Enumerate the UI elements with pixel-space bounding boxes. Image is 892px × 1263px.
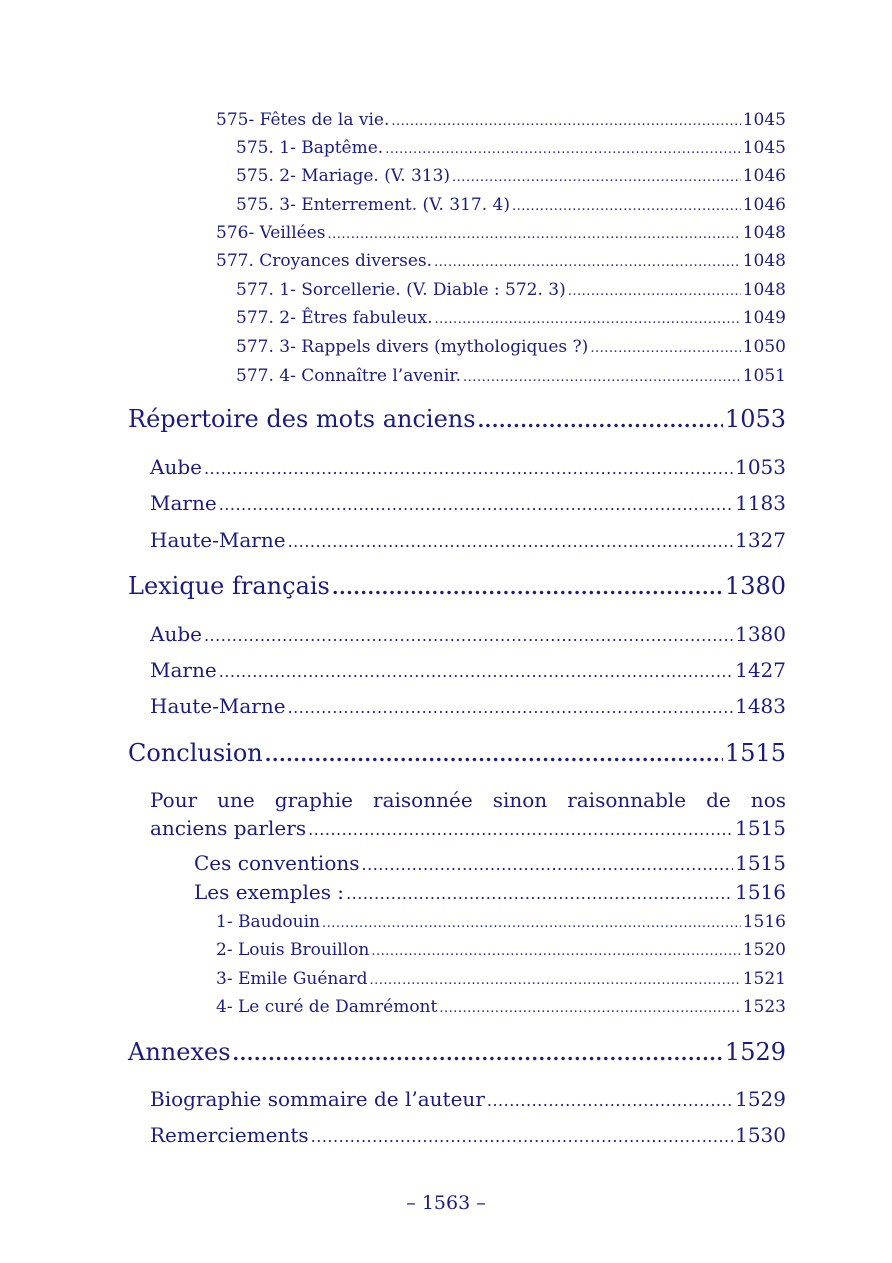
toc-entry-label: 576- Veillées (216, 223, 326, 243)
toc-entry (194, 849, 786, 877)
dot-leader (308, 816, 733, 844)
toc-entry-label: 577. 4- Connaître l’avenir. (236, 366, 462, 386)
toc-entry-page: 1050 (742, 337, 786, 357)
toc-entry-label: 575. 3- Enterrement. (V. 317. 4) (236, 195, 511, 215)
dot-leader (512, 195, 741, 219)
toc-entry (150, 489, 786, 517)
toc-entry-label: 575. 1- Baptême. (236, 138, 384, 158)
toc-entry-label: Marne (150, 491, 217, 515)
toc-entry (236, 164, 786, 188)
toc-entry-label: 577. 3- Rappels divers (mythologiques ?) (236, 337, 589, 357)
dot-leader (434, 308, 740, 332)
toc-entry-page: 1183 (735, 491, 786, 515)
toc-entry (150, 692, 786, 720)
toc-entry-label: Haute-Marne (150, 694, 286, 718)
dot-leader (391, 110, 740, 134)
dot-leader (219, 491, 733, 519)
toc-entry (236, 306, 786, 330)
dot-leader (288, 694, 734, 722)
toc-entry (216, 108, 786, 132)
dot-leader (370, 969, 741, 993)
dot-leader (568, 280, 741, 304)
toc-entry (150, 656, 786, 684)
toc-entry (216, 221, 786, 245)
toc-entry-label: 575. 2- Mariage. (V. 313) (236, 166, 451, 186)
toc-entry-label: 2- Louis Brouillon (216, 940, 370, 960)
dot-leader (478, 405, 723, 437)
dot-leader (219, 658, 733, 686)
toc-entry (236, 335, 786, 359)
toc-entry-page: 1051 (742, 366, 786, 386)
toc-entry-page: 1530 (735, 1123, 786, 1147)
toc-entry-page: 1515 (724, 739, 786, 767)
toc-entry-label: Aube (150, 455, 202, 479)
toc-entry-label: 577. 2- Êtres fabuleux. (236, 308, 433, 328)
toc-entry-label: Les exemples : (194, 880, 345, 904)
dot-leader (463, 366, 741, 390)
toc-entry-label: Ces conventions (194, 851, 360, 875)
toc-entry-label: Aube (150, 622, 202, 646)
toc-entry-page: 1529 (735, 1087, 786, 1111)
toc-entry (150, 453, 786, 481)
dot-leader (265, 739, 723, 771)
toc-entry-page: 1053 (735, 455, 786, 479)
dot-leader (371, 940, 740, 964)
page-number-footer: – 1563 – (406, 1192, 486, 1214)
dot-leader (328, 223, 741, 247)
toc-entry (236, 193, 786, 217)
toc-entry-page: 1529 (724, 1038, 786, 1066)
dot-leader (204, 622, 733, 650)
dot-leader (362, 851, 734, 879)
toc-entry-label: 575- Fêtes de la vie. (216, 110, 390, 130)
toc-entry-label: Lexique français (128, 572, 330, 600)
dot-leader (385, 138, 741, 162)
toc-entry-label: 4- Le curé de Damrémont (216, 997, 438, 1017)
dot-leader (487, 1087, 733, 1115)
dot-leader (233, 1038, 723, 1070)
dot-leader (590, 337, 740, 361)
toc-section-heading (128, 570, 786, 602)
dot-leader (439, 997, 740, 1021)
dot-leader (322, 912, 741, 936)
toc-entry (150, 1085, 786, 1113)
toc-entry-label: Répertoire des mots anciens (128, 405, 476, 433)
toc-entry-page: 1053 (724, 405, 786, 433)
toc-section-heading (128, 1036, 786, 1068)
conclusion-intro-line: Pour une graphie raisonnée sinon raisonnable de nos (150, 788, 786, 812)
toc-entry-page: 1048 (742, 223, 786, 243)
toc-entry (150, 620, 786, 648)
toc-entry-page: 1327 (735, 528, 786, 552)
toc-entry-page: 1515 (735, 816, 786, 840)
toc-entry-page: 1380 (735, 622, 786, 646)
toc-entry-page: 1516 (735, 880, 786, 904)
toc-entry (216, 995, 786, 1019)
dot-leader (452, 166, 741, 190)
dot-leader (434, 251, 741, 275)
toc-entry-page: 1048 (742, 280, 786, 300)
toc-entry (150, 814, 786, 842)
toc-entry-label: anciens parlers (150, 816, 307, 840)
toc-entry-page: 1483 (735, 694, 786, 718)
toc-entry-page: 1523 (742, 997, 786, 1017)
toc-entry-page: 1380 (724, 572, 786, 600)
toc-entry (236, 136, 786, 160)
dot-leader (346, 880, 733, 908)
toc-entry-page: 1046 (742, 166, 786, 186)
toc-section-heading (128, 403, 786, 435)
toc-entry-page: 1515 (735, 851, 786, 875)
toc-entry-label: Remerciements (150, 1123, 309, 1147)
toc-entry-label: Biographie sommaire de l’auteur (150, 1087, 485, 1111)
toc-entry-page: 1046 (742, 195, 786, 215)
toc-entry-page: 1048 (742, 251, 786, 271)
toc-entry-label: Conclusion (128, 739, 263, 767)
toc-entry (216, 938, 786, 962)
dot-leader (204, 455, 733, 483)
toc-entry (216, 910, 786, 934)
dot-leader (311, 1123, 733, 1151)
toc-entry (216, 249, 786, 273)
toc-entry-page: 1049 (742, 308, 786, 328)
toc-entry-label: Annexes (128, 1038, 231, 1066)
toc-section-heading (128, 737, 786, 769)
toc-entry-label: Haute-Marne (150, 528, 286, 552)
toc-entry-page: 1521 (742, 969, 786, 989)
dot-leader (332, 572, 723, 604)
toc-entry (236, 278, 786, 302)
toc-entry-page: 1045 (742, 138, 786, 158)
toc-entry-label: 577. Croyances diverses. (216, 251, 433, 271)
toc-entry-label: Marne (150, 658, 217, 682)
toc-entry (194, 878, 786, 906)
toc-entry-label: 577. 1- Sorcellerie. (V. Diable : 572. 3) (236, 280, 566, 300)
dot-leader (288, 528, 734, 556)
toc-entry-label: 3- Emile Guénard (216, 969, 368, 989)
toc-entry (236, 364, 786, 388)
toc-entry-label: 1- Baudouin (216, 912, 320, 932)
toc-entry (216, 967, 786, 991)
toc-entry (150, 526, 786, 554)
toc-entry-page: 1516 (742, 912, 786, 932)
toc-entry-page: 1427 (735, 658, 786, 682)
toc-entry-page: 1045 (742, 110, 786, 130)
toc-entry (150, 1121, 786, 1149)
toc-entry-page: 1520 (742, 940, 786, 960)
